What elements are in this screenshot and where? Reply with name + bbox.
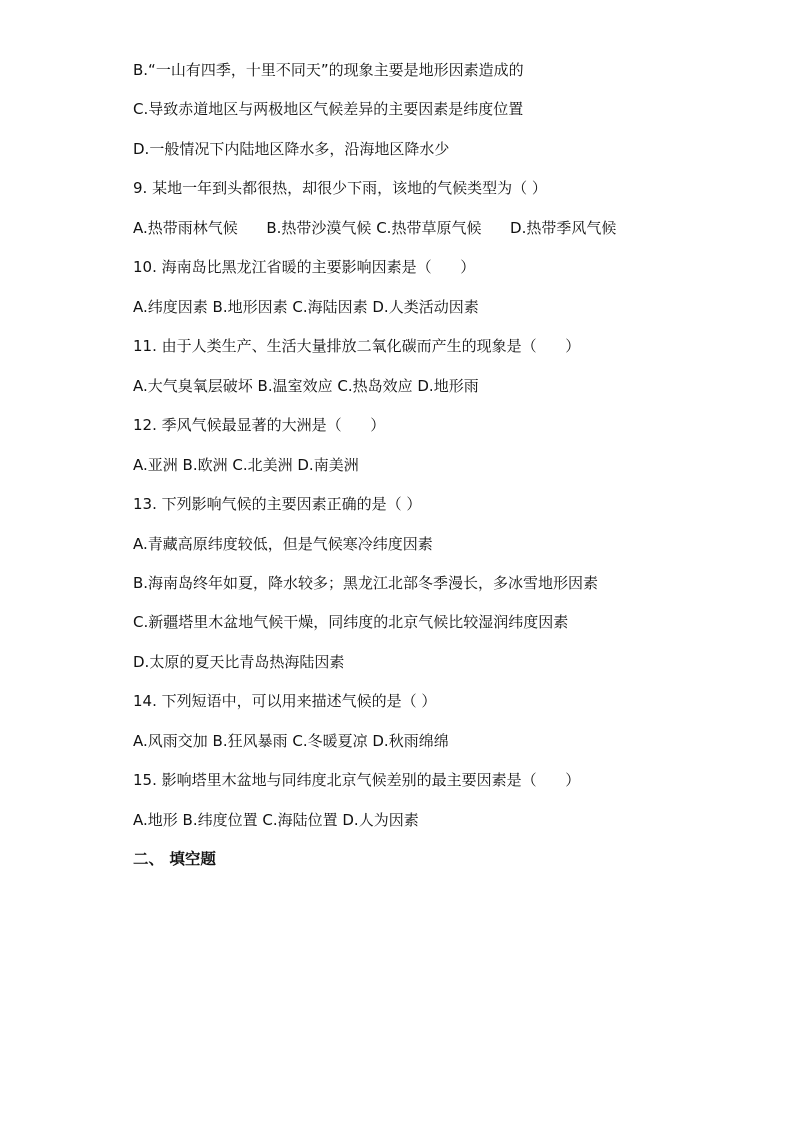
option-13c: C.新疆塔里木盆地气候干燥，同纬度的北京气候比较湿润纬度因素 (133, 613, 569, 631)
option-8b: B.“一山有四季，十里不同天”的现象主要是地形因素造成的 (133, 61, 524, 79)
question-12: 12. 季风气候最显著的大洲是（ ） (133, 416, 386, 434)
options-14: A.风雨交加 B.狂风暴雨 C.冬暖夏凉 D.秋雨绵绵 (133, 732, 449, 750)
option-13b: B.海南岛终年如夏，降水较多；黑龙江北部冬季漫长，多冰雪地形因素 (133, 574, 599, 592)
options-15: A.地形 B.纬度位置 C.海陆位置 D.人为因素 (133, 811, 419, 829)
question-9: 9. 某地一年到头都很热，却很少下雨，该地的气候类型为（ ） (133, 179, 547, 197)
option-8d: D.一般情况下内陆地区降水多，沿海地区降水少 (133, 140, 450, 158)
options-9: A.热带雨林气候 B.热带沙漠气候 C.热带草原气候 D.热带季风气候 (133, 219, 617, 237)
options-11: A.大气臭氧层破坏 B.温室效应 C.热岛效应 D.地形雨 (133, 377, 479, 395)
question-10: 10. 海南岛比黑龙江省暖的主要影响因素是（ ） (133, 258, 476, 276)
question-13: 13. 下列影响气候的主要因素正确的是（ ） (133, 495, 422, 513)
question-15: 15. 影响塔里木盆地与同纬度北京气候差别的最主要因素是（ ） (133, 771, 581, 789)
option-13a: A.青藏高原纬度较低，但是气候寒冷纬度因素 (133, 535, 433, 553)
options-12: A.亚洲 B.欧洲 C.北美洲 D.南美洲 (133, 456, 359, 474)
question-14: 14. 下列短语中，可以用来描述气候的是（ ） (133, 692, 437, 710)
question-11: 11. 由于人类生产、生活大量排放二氧化碳而产生的现象是（ ） (133, 337, 581, 355)
options-10: A.纬度因素 B.地形因素 C.海陆因素 D.人类活动因素 (133, 298, 479, 316)
option-8c: C.导致赤道地区与两极地区气候差异的主要因素是纬度位置 (133, 100, 524, 118)
section-heading: 二、 填空题 (133, 850, 216, 868)
option-13d: D.太原的夏天比青岛热海陆因素 (133, 653, 345, 671)
